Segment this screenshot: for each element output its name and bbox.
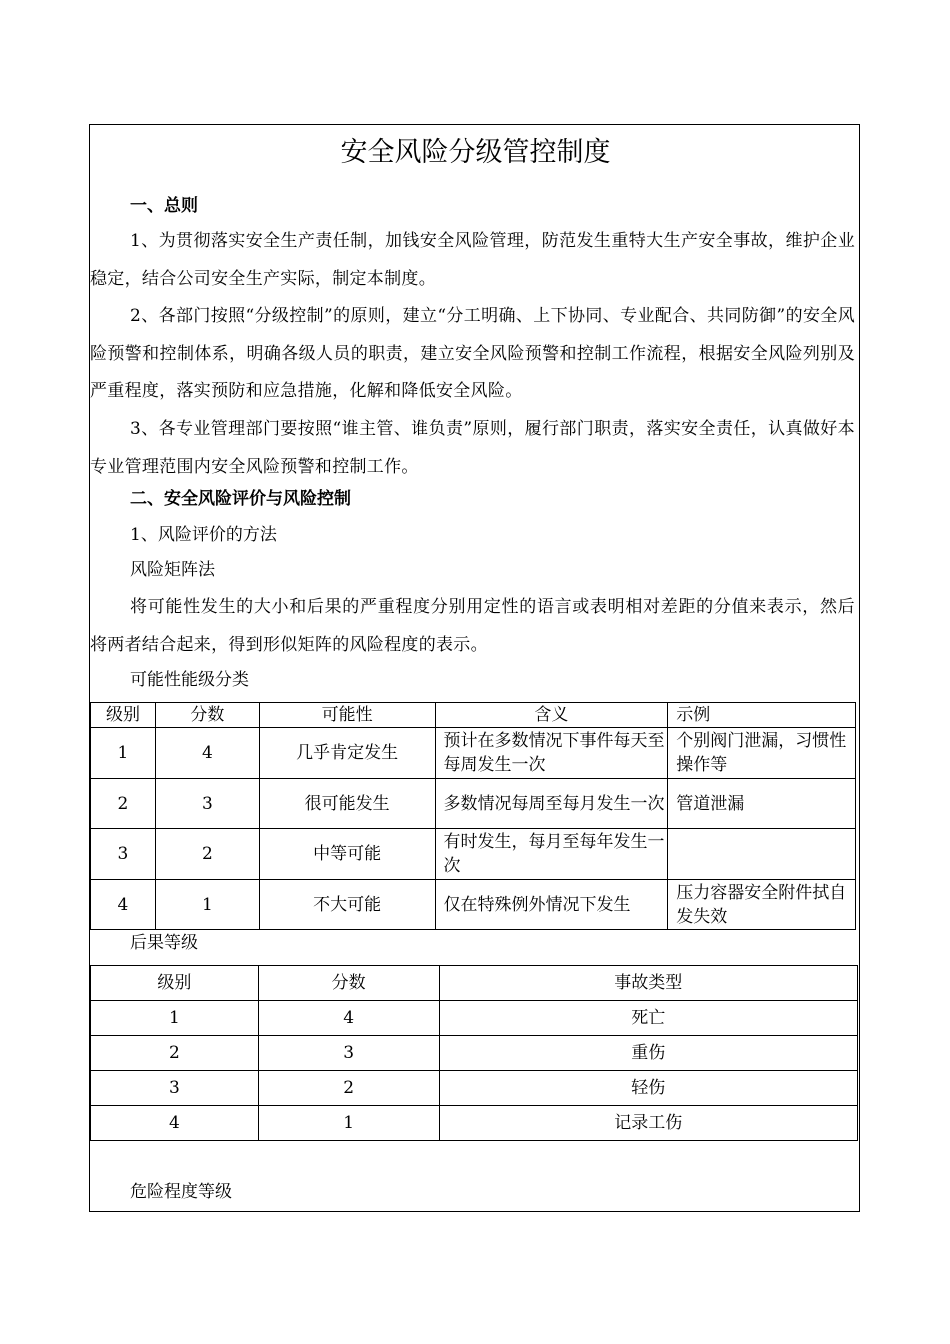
- cell-likelihood: 几乎肯定发生: [259, 728, 435, 779]
- header-meaning: 含义: [435, 703, 668, 728]
- cell-score: 4: [155, 728, 259, 779]
- cell-score: 1: [155, 880, 259, 930]
- table-row: [91, 1001, 858, 1036]
- cell-level: 3: [91, 1071, 259, 1106]
- header-likelihood: 可能性: [259, 703, 435, 728]
- section2-heading: 二、安全风险评价与风险控制: [130, 489, 351, 509]
- cell-level: 4: [91, 1106, 259, 1141]
- method-description: 将可能性发生的大小和后果的严重程度分别用定性的语言或表明相对差距的分值来表示，然后将两者结合起来，得到形似矩阵的风险程度的表示。: [90, 597, 855, 655]
- cell-likelihood: 很可能发生: [259, 779, 435, 829]
- likelihood-caption: 可能性能级分类: [130, 670, 249, 690]
- table-row: [91, 880, 856, 930]
- method-name: 风险矩阵法: [130, 560, 215, 580]
- danger-caption: 危险程度等级: [130, 1182, 232, 1202]
- document-frame: [89, 124, 860, 1212]
- cell-score: 4: [258, 1001, 439, 1036]
- cell-level: 2: [91, 779, 156, 829]
- cell-level: 2: [91, 1036, 259, 1071]
- cell-meaning: 仅在特殊例外情况下发生: [435, 880, 668, 930]
- cell-score: 2: [258, 1071, 439, 1106]
- header-accident-type: 事故类型: [439, 966, 857, 1001]
- header-score: 分数: [258, 966, 439, 1001]
- consequence-header-row: [91, 966, 858, 1001]
- cell-likelihood: 不大可能: [259, 880, 435, 930]
- table-row: [91, 779, 856, 829]
- likelihood-header-row: [91, 703, 856, 728]
- cell-level: 1: [91, 1001, 259, 1036]
- cell-level: 4: [91, 880, 156, 930]
- cell-example: 个别阀门泄漏，习惯性操作等: [668, 728, 856, 779]
- cell-accident-type: 轻伤: [439, 1071, 857, 1106]
- cell-score: 1: [258, 1106, 439, 1141]
- cell-score: 3: [155, 779, 259, 829]
- cell-score: 2: [155, 829, 259, 880]
- cell-score: 3: [258, 1036, 439, 1071]
- cell-meaning: 有时发生，每月至每年发生一次: [435, 829, 668, 880]
- table-row: [91, 1106, 858, 1141]
- table-row: [91, 829, 856, 880]
- table-row: [91, 1071, 858, 1106]
- paragraph-3: 3、各专业管理部门要按照“谁主管、谁负责”原则，履行部门职责，落实安全责任，认真做好本专业管理范围内安全风险预警和控制工作。: [90, 419, 855, 477]
- header-level: 级别: [91, 966, 259, 1001]
- cell-likelihood: 中等可能: [259, 829, 435, 880]
- cell-accident-type: 记录工伤: [439, 1106, 857, 1141]
- cell-level: 3: [91, 829, 156, 880]
- cell-example: [668, 829, 856, 880]
- consequence-table: [90, 965, 858, 1141]
- header-level: 级别: [91, 703, 156, 728]
- paragraph-1: 1、为贯彻落实安全生产责任制，加钱安全风险管理，防范发生重特大生产安全事故，维护企业稳定，结合公司安全生产实际，制定本制度。: [90, 231, 855, 289]
- likelihood-table: [90, 702, 856, 930]
- cell-example: 压力容器安全附件拭自发失效: [668, 880, 856, 930]
- table-row: [91, 728, 856, 779]
- document-title: 安全风险分级管控制度: [340, 137, 611, 168]
- table-row: [91, 1036, 858, 1071]
- consequence-caption: 后果等级: [130, 933, 198, 953]
- header-example: 示例: [668, 703, 856, 728]
- cell-accident-type: 死亡: [439, 1001, 857, 1036]
- cell-accident-type: 重伤: [439, 1036, 857, 1071]
- cell-meaning: 多数情况每周至每月发生一次: [435, 779, 668, 829]
- section1-heading: 一、总则: [130, 196, 198, 216]
- cell-level: 1: [91, 728, 156, 779]
- paragraph-2: 2、各部门按照“分级控制”的原则，建立“分工明确、上下协同、专业配合、共同防御”的安全风险预警和控制体系，明确各级人员的职责，建立安全风险预警和控制工作流程，根据安全风险列别及严重程度，落实预防和应急措施，化解和降低安全风险。: [90, 306, 855, 401]
- cell-example: 管道泄漏: [668, 779, 856, 829]
- method-heading: 1、风险评价的方法: [130, 525, 277, 545]
- cell-meaning: 预计在多数情况下事件每天至每周发生一次: [435, 728, 668, 779]
- header-score: 分数: [155, 703, 259, 728]
